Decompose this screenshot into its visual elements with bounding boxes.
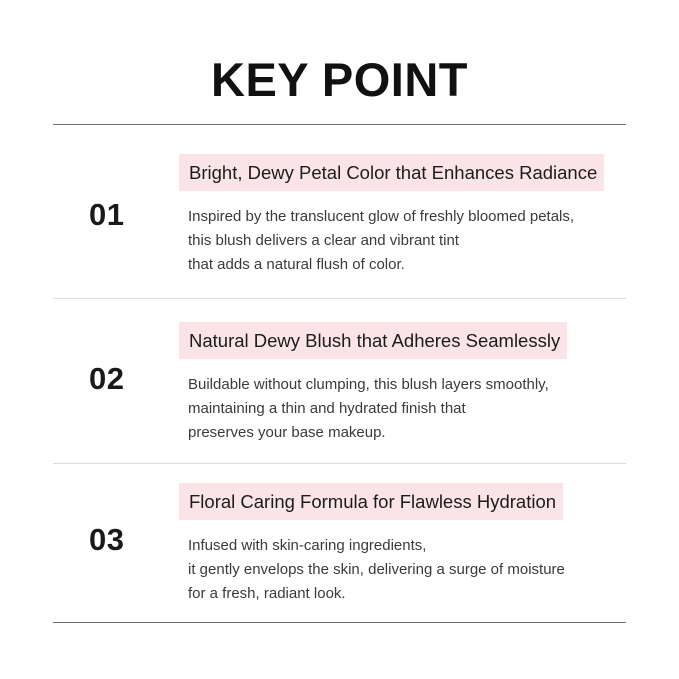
description-line: it gently envelops the skin, delivering a surge of moisture	[188, 561, 565, 578]
description-line: Inspired by the translucent glow of freshly bloomed petals,	[188, 208, 575, 225]
description-line: maintaining a thin and hydrated finish that	[188, 400, 466, 417]
description-line: Infused with skin-caring ingredients,	[188, 537, 427, 554]
point-description	[188, 205, 628, 277]
point-description	[188, 534, 628, 606]
point-heading: Bright, Dewy Petal Color that Enhances Radiance	[179, 154, 604, 191]
page-title: KEY POINT	[211, 53, 468, 106]
top-divider	[53, 124, 626, 125]
description-line: for a fresh, radiant look.	[188, 585, 346, 602]
point-heading: Natural Dewy Blush that Adheres Seamlessly	[179, 322, 567, 359]
section-divider	[53, 463, 626, 464]
description-line: preserves your base makeup.	[188, 424, 386, 441]
description-line: this blush delivers a clear and vibrant tint	[188, 232, 459, 249]
point-number: 03	[89, 522, 125, 557]
point-number: 01	[89, 197, 125, 232]
point-number: 02	[89, 361, 125, 396]
point-description	[188, 373, 628, 445]
description-line: that adds a natural flush of color.	[188, 256, 405, 273]
section-divider	[53, 298, 626, 299]
description-line: Buildable without clumping, this blush layers smoothly,	[188, 376, 549, 393]
bottom-divider	[53, 622, 626, 623]
point-heading: Floral Caring Formula for Flawless Hydration	[179, 483, 563, 520]
